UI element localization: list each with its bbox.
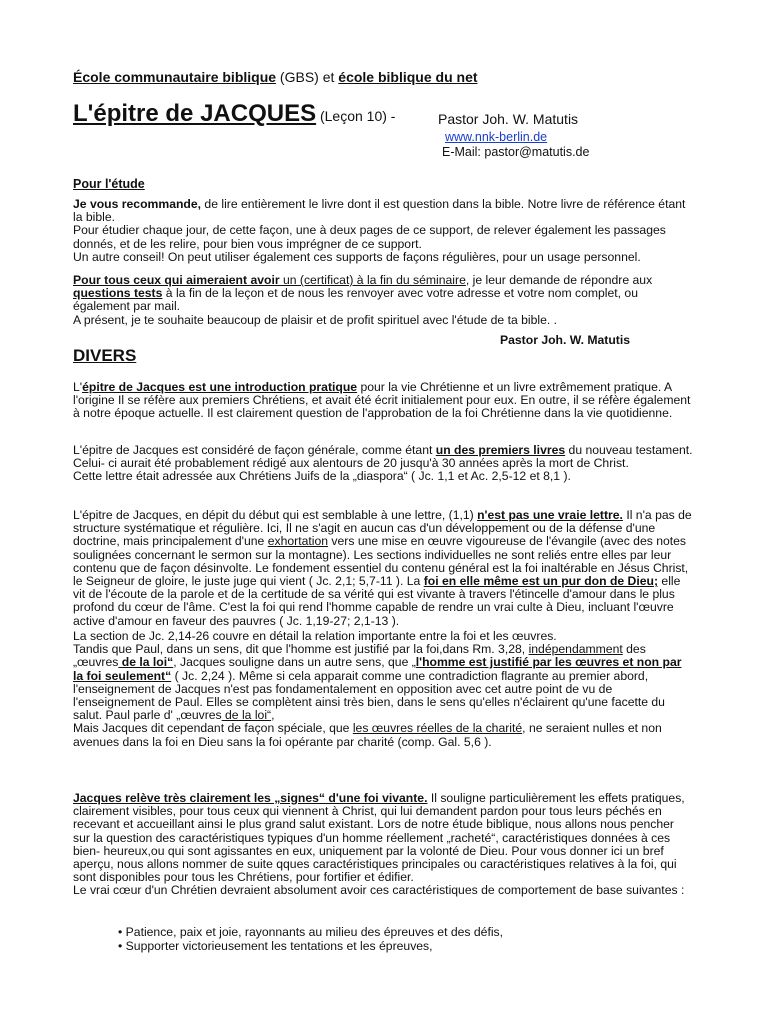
s4-text-5: , ne seraient nulles et non avenues dans la foi en Dieu sans la foi opérante par charité (comp. Gal. 5,6 ). <box>73 721 662 749</box>
certificate-text: un (certificat) à la fin du séminaire <box>279 273 466 287</box>
recommend-text: de lire entièrement le livre dont il est question dans la bible. Notre livre de référence étant la bible. <box>73 197 686 225</box>
school-header <box>73 69 478 85</box>
certificate-lead: Pour tous ceux qui aimeraient avoir <box>73 273 280 287</box>
s4-comma: , <box>271 708 275 723</box>
s5-text: Il souligne particulièrement les effets pratiques, clairement visibles, pour tous ceux qui viennent à Christ, qui lui demandent pardon pour tous leurs péchés en recevant et accueillant ainsi le plus grand salut existant. Lors de notre étude biblique, nous allons nous pencher sur la question des caractéristiques typiques d'un homme réellement „racheté“, caractéristiques données à ces bien- heureux,ou qui sont agissantes en eux, uniquement par la volonté de Dieu. Pour vous donner ici un bref aperçu, nous allons nommer de suite qques caractéristiques principales ou caractéristiques relatives à la foi, qui sont disponibles pour tous les Chrétiens, pour fortifier et édifier. <box>73 791 685 885</box>
etude-heading: Pour l'étude <box>73 177 145 191</box>
divers-section-4 <box>73 630 693 749</box>
recommend-lead: Je vous recommande, <box>73 197 202 211</box>
s4-de-la-loi-2: de la loi“ <box>221 708 272 723</box>
email-text: E-Mail: pastor@matutis.de <box>442 145 590 159</box>
page-title: L'épitre de JACQUES <box>73 100 317 127</box>
s1-text: pour la vie Chrétienne et un livre extrêmement pratique. A l'origine Il se réfère aux premiers Chrétiens, et avait été écrit initialement pour eux. En outre, il se réfère également à notre époque actuelle. Il est clairement question de l'approbation de la foi Chrétienne dans la vie quotidienne. <box>73 380 691 421</box>
website-link[interactable]: www.nnk-berlin.de <box>445 130 548 144</box>
divers-section-1 <box>73 381 693 421</box>
divers-section-5 <box>73 792 693 898</box>
s3-text-3: vers une mise en œuvre vigoureuse de l'évangile (avec des notes soulignées concernant le sermon sur la montagne). Les sections individuelles ne sont reliés entre elles par leur contenu que de façon désinvolte. Le fondement essentiel du contenu général est la foi inaltérable en Jésus Christ, le Seigneur de gloire, le juste juge qui vient ( Jc. 2,1; 5,7-11 ). La <box>73 534 689 589</box>
s4-justifie: l'homme est justifié par les œuvres et non par la foi seulement“ <box>73 655 682 683</box>
wish-text: A présent, je te souhaite beaucoup de plaisir et de profit spirituel avec l'étude de ta bible. . <box>73 312 558 327</box>
s5-emphasis: Jacques relève très clairement les „signes“ d'une foi vivante. <box>73 791 428 805</box>
author-name: Pastor Joh. W. Matutis <box>438 111 579 127</box>
s2-text: L'épitre de Jacques est considéré de façon générale, comme étant <box>73 443 436 457</box>
net-school-name: école biblique du net <box>338 69 478 85</box>
s1-emphasis: épitre de Jacques est une introduction pratique <box>82 380 358 394</box>
school-abbr: (GBS) et <box>276 69 339 85</box>
s2-date: Celui- ci aurait été probablement rédigé aux alentours de 20 jusqu'à 30 années après la mort de Christ. <box>73 456 629 471</box>
characteristics-list <box>118 926 503 953</box>
divers-heading: DIVERS <box>73 346 137 365</box>
s3-text: L'épitre de Jacques, en dépit du début qui est semblable à une lettre, (1,1) <box>73 508 478 522</box>
s4-de-la-loi: de la loi“ <box>118 655 174 670</box>
return-instructions: à la fin de la leçon et de nous les renvoyer avec votre adresse et votre nom complet, ou également par mail. <box>73 286 638 314</box>
s3-foi-emphasis: foi en elle même est un pur don de Dieu; <box>423 574 659 589</box>
list-item: • Supporter victorieusement les tentations et les épreuves, <box>118 940 503 954</box>
school-name: École communautaire biblique <box>73 69 277 85</box>
s4-text-4: Mais Jacques dit cependant de façon spéciale, que <box>73 721 353 736</box>
questions-tests: questions tests <box>73 286 163 301</box>
list-item: • Patience, paix et joie, rayonnants au milieu des épreuves et des défis, <box>118 926 503 940</box>
s3-emphasis: n'est pas une vraie lettre. <box>477 508 623 522</box>
certificate-request: , je leur demande de répondre aux <box>465 273 653 287</box>
signature: Pastor Joh. W. Matutis <box>500 333 631 347</box>
s4-independamment: indépendamment <box>528 642 623 657</box>
s2-diaspora: Cette lettre était adressée aux Chrétiens Juifs de la „diaspora“ ( Jc. 1,1 et Ac. 2,5-12 et 8,1 ). <box>73 469 571 484</box>
s4-oeuvres: des „œuvres <box>73 642 646 670</box>
s4-intro: La section de Jc. 2,14-26 couvre en détail la relation importante entre la foi et les œuvres. <box>73 629 557 643</box>
advice-text: Un autre conseil! On peut utiliser également ces supports de façons régulières, pour un usage personnel. <box>73 249 641 264</box>
s4-text: Tandis que Paul, dans un sens, dit que l'homme est justifié par la foi,dans Rm. 3,28, <box>73 642 529 657</box>
etude-paragraph-1 <box>73 198 693 264</box>
study-text: Pour étudier chaque jour, de cette façon, une à deux pages de ce support, de relever également les passages donnés, et de les relire, pour bien vous imprégner de ce support. <box>73 223 666 251</box>
s3-text-2: Il n'a pas de structure systématique et régulière. Ici, Il ne s'agit en aucun cas d'un développement ou de la défense d'une doctrine, mais principalement d'une <box>73 508 692 549</box>
s4-text-2: , Jacques souligne dans un autre sens, que „ <box>173 655 416 670</box>
s2-emphasis: un des premiers livres <box>435 443 566 457</box>
etude-paragraph-2 <box>73 274 693 327</box>
s4-charite: les œuvres réelles de la charité <box>352 721 523 736</box>
s5-text-2: Le vrai cœur d'un Chrétien devraient absolument avoir ces caractéristiques de comportement de base suivantes : <box>73 883 685 898</box>
s1-prefix: L' <box>73 380 83 394</box>
s3-exhortation: exhortation <box>267 534 329 549</box>
divers-section-2 <box>73 444 693 484</box>
title-line <box>73 100 395 128</box>
s3-text-4: elle vit de l'écoute de la parole et de la certitude de sa vérité qui est vivante à travers l'étincelle d'amour dans le plus profond du cœur de l'âme. C'est la foi qui rend l'homme capable de rendre un vrai culte à Dieu, incluant l'œuvre active d'amour en faveur des pauvres ( Jc. 1,19-27; 2,1-13 ). <box>73 574 681 628</box>
lesson-number: (Leçon 10) - <box>316 108 396 124</box>
s2-text-end: du nouveau testament. <box>565 443 693 457</box>
s4-text-3: ( Jc. 2,24 ). Même si cela apparait comme une contradiction flagrante au premier abord, l'enseignement de Jacques n'est pas fondamentalement en opposition avec cet autre point de vu de l'enseignement de Paul. Elles se complètent ainsi très bien, dans le sens qu'elles n'éclairent qu'une facette du salut. Paul parle d' „œuvres <box>73 668 665 723</box>
divers-section-3 <box>73 509 693 628</box>
